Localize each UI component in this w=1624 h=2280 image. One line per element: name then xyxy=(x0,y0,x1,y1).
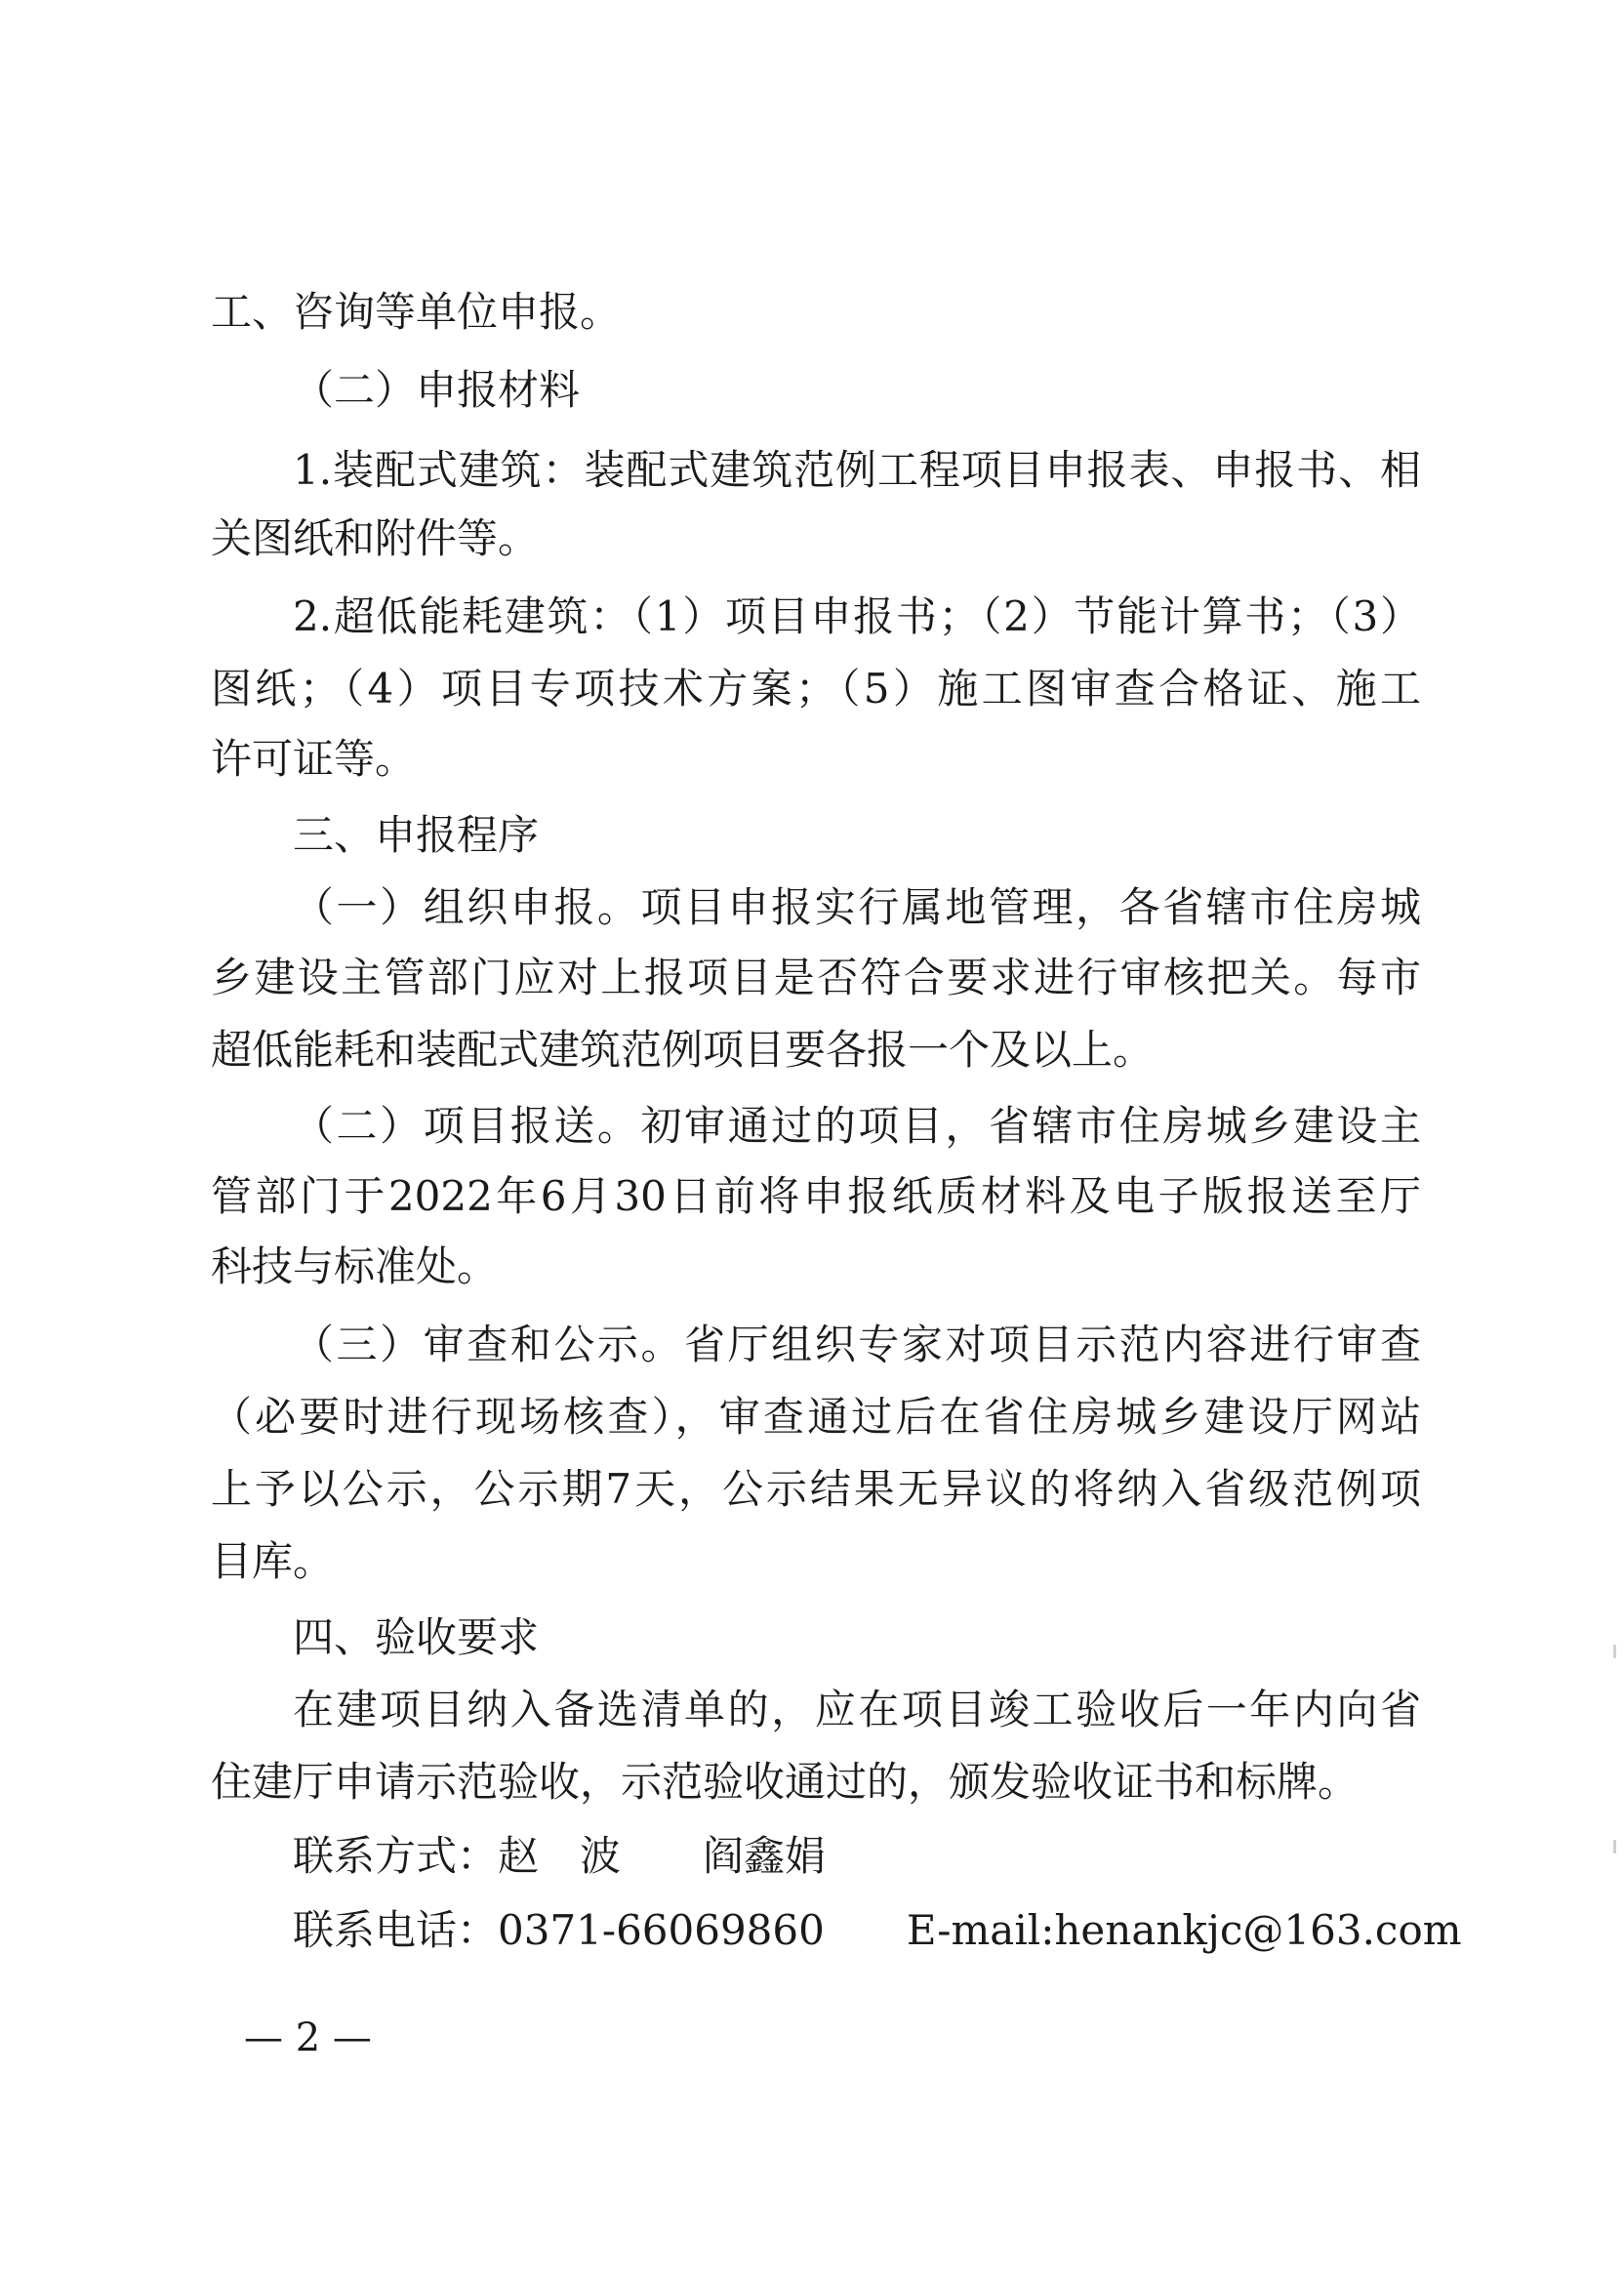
contact-phone-email: 联系电话：0371-66069860 E-mail:henankjc@163.com xyxy=(293,1906,1462,1954)
scan-edge-mark xyxy=(1613,1645,1616,1658)
text-line: 1.装配式建筑：装配式建筑范例工程项目申报表、申报书、相 xyxy=(293,446,1421,494)
text-line: 2.超低能耗建筑：（1）项目申报书；（2）节能计算书；（3） xyxy=(293,592,1421,640)
text-line: （三）审查和公示。省厅组织专家对项目示范内容进行审查 xyxy=(293,1321,1421,1368)
page-number: — 2 — xyxy=(244,2015,372,2060)
section-heading: 三、申报程序 xyxy=(293,811,540,859)
text-line: 科技与标准处。 xyxy=(211,1242,499,1290)
section-subheading: （二）申报材料 xyxy=(293,366,581,414)
text-line: 超低能耗和装配式建筑范例项目要各报一个及以上。 xyxy=(211,1026,1155,1074)
text-line: （二）项目报送。初审通过的项目，省辖市住房城乡建设主 xyxy=(293,1102,1421,1150)
text-line: （必要时进行现场核查），审查通过后在省住房城乡建设厅网站 xyxy=(211,1393,1421,1441)
section-heading: 四、验收要求 xyxy=(293,1613,540,1661)
text-line: 许可证等。 xyxy=(211,735,417,783)
text-line: 上予以公示，公示期7天，公示结果无异议的将纳入省级范例项 xyxy=(211,1465,1421,1513)
scan-edge-mark xyxy=(1613,1840,1616,1853)
text-line: 乡建设主管部门应对上报项目是否符合要求进行审核把关。每市 xyxy=(211,954,1421,1001)
text-line: 图纸；（4）项目专项技术方案；（5）施工图审查合格证、施工 xyxy=(211,665,1421,712)
contact-names: 联系方式：赵 波 阎鑫娟 xyxy=(293,1832,827,1880)
text-line: 工、咨询等单位申报。 xyxy=(211,288,622,336)
text-line: 关图纸和附件等。 xyxy=(211,514,540,562)
text-line: 在建项目纳入备选清单的，应在项目竣工验收后一年内向省 xyxy=(293,1686,1421,1733)
text-line: 管部门于2022年6月30日前将申报纸质材料及电子版报送至厅 xyxy=(211,1172,1421,1220)
text-line: 目库。 xyxy=(211,1537,335,1585)
text-line: 住建厅申请示范验收，示范验收通过的，颁发验收证书和标牌。 xyxy=(211,1758,1360,1806)
text-line: （一）组织申报。项目申报实行属地管理，各省辖市住房城 xyxy=(293,883,1421,931)
